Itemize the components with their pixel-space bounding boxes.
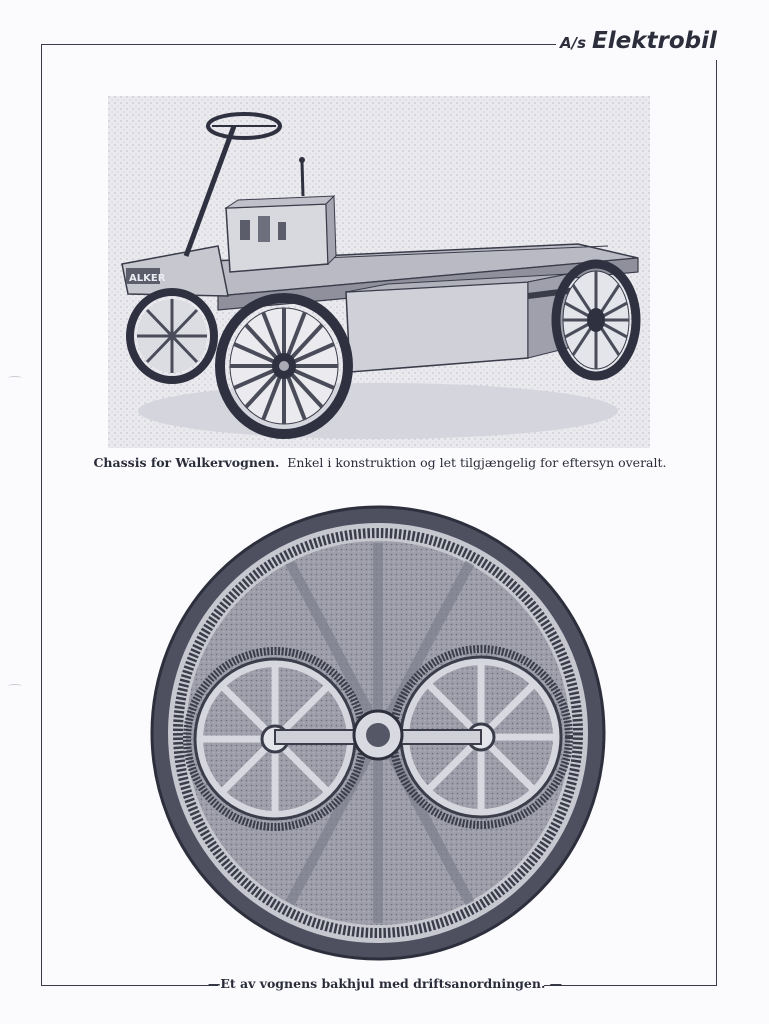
page-title [560, 28, 717, 54]
title-text: Elektrobil [592, 28, 717, 54]
figure1-caption [60, 455, 700, 470]
gear-wheel-illustration [140, 503, 616, 963]
chassis-plate-text: ALKER [129, 273, 166, 284]
figure2-caption-text: Et av vognens bakhjul med driftsanordningen. [220, 976, 546, 991]
punch-mark [8, 684, 22, 688]
figure1-caption-text: Enkel i konstruktion og let tilgjængelig for eftersyn overalt. [287, 455, 667, 470]
figure2-caption: —Et av vognens bakhjul med driftsanordningen. — [207, 976, 563, 991]
title-prefix: A/s [560, 34, 587, 52]
punch-mark [8, 376, 22, 380]
figure1-caption-bold: Chassis for Walkervognen. [93, 455, 280, 470]
car-chassis-illustration [108, 96, 650, 448]
